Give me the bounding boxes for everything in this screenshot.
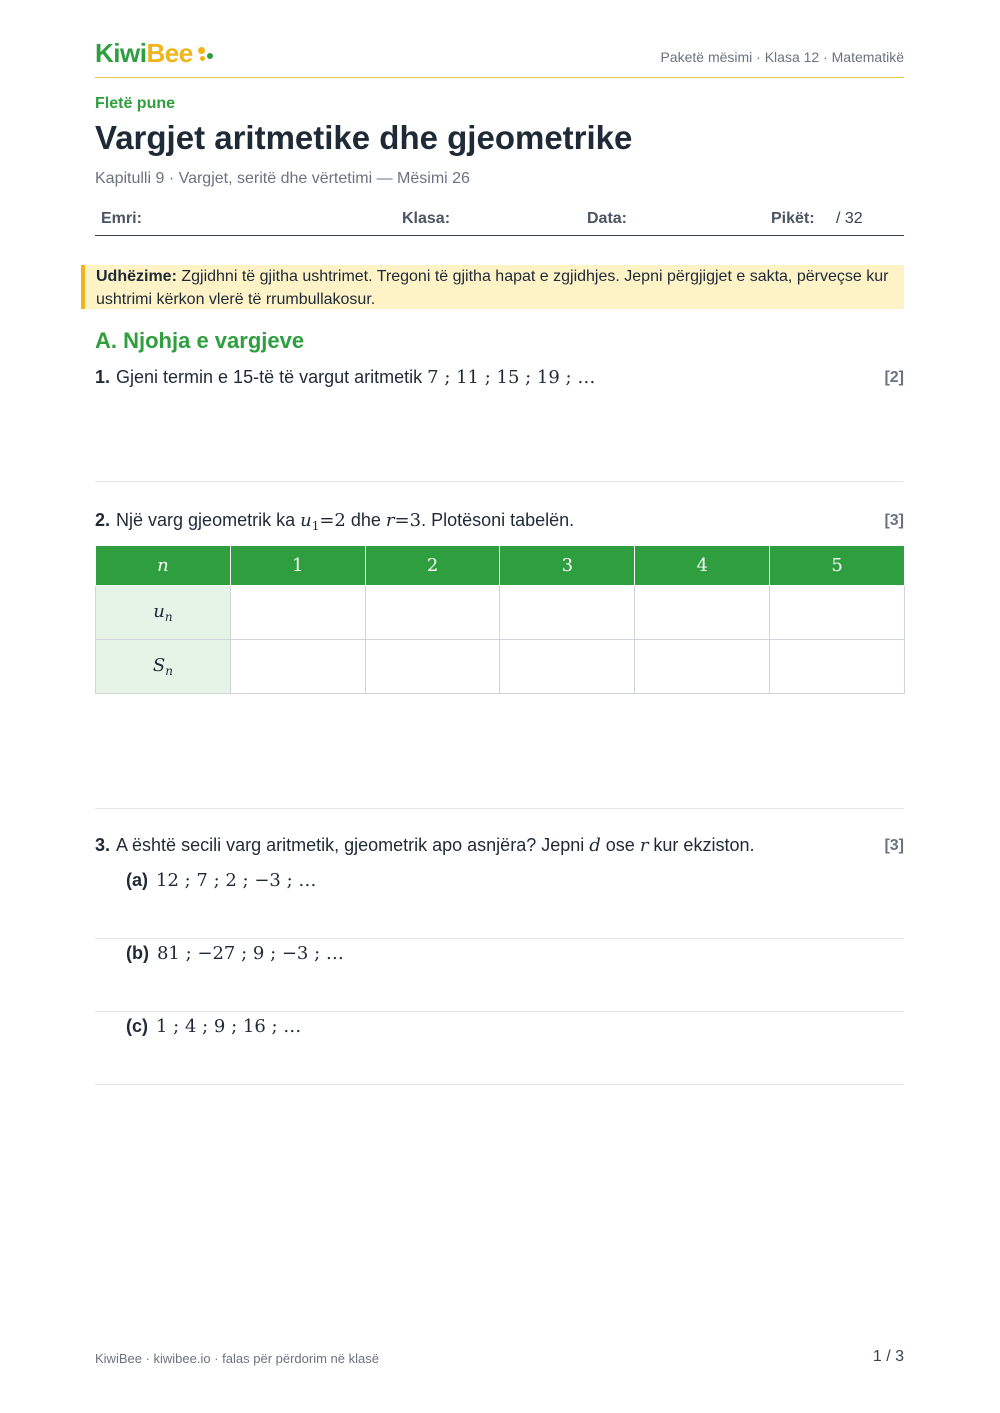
question-2-number: 2. bbox=[95, 510, 111, 530]
question-3a-sequence: 12 ; 7 ; 2 ; −3 ; … bbox=[156, 870, 317, 891]
question-3b-sequence: 81 ; −27 ; 9 ; −3 ; … bbox=[156, 943, 344, 964]
question-3 bbox=[95, 835, 754, 856]
table-header-cell: 3 bbox=[500, 546, 635, 586]
class-field-label: Klasa: bbox=[402, 210, 451, 227]
answer-cell[interactable] bbox=[770, 640, 905, 694]
r-value: =3 bbox=[394, 510, 422, 531]
question-3a-label: (a) bbox=[126, 870, 148, 890]
question-1-marks: [2] bbox=[884, 369, 904, 386]
question-1-number: 1. bbox=[95, 367, 111, 387]
question-3-marks: [3] bbox=[884, 837, 904, 854]
logo-bee-text: Bee bbox=[146, 38, 193, 68]
answer-cell[interactable] bbox=[365, 586, 500, 640]
question-3c bbox=[126, 1016, 301, 1037]
footer-credit: KiwiBee · kiwibee.io · falas për përdorim në klasë bbox=[95, 1351, 379, 1366]
question-2-marks: [3] bbox=[884, 512, 904, 529]
question-3-number: 3. bbox=[95, 835, 111, 855]
page-number: 1 / 3 bbox=[872, 1348, 904, 1365]
logo-kiwi-text: Kiwi bbox=[95, 38, 147, 68]
r-variable: r bbox=[385, 510, 395, 531]
question-1-sequence: 7 ; 11 ; 15 ; 19 ; … bbox=[427, 367, 596, 388]
answer-divider bbox=[95, 808, 904, 809]
answer-divider bbox=[95, 938, 904, 939]
worksheet-kicker: Fletë pune bbox=[95, 95, 176, 112]
question-3-text-a: A është secili varg aritmetik, gjeometrik apo asnjëra? Jepni bbox=[116, 835, 590, 855]
answer-cell[interactable] bbox=[230, 640, 365, 694]
table-header-cell: 1 bbox=[230, 546, 365, 586]
answer-divider bbox=[95, 1084, 904, 1085]
answer-cell[interactable] bbox=[500, 586, 635, 640]
question-2-text-a: Një varg gjeometrik ka bbox=[116, 510, 301, 530]
u-value: =2 bbox=[319, 510, 346, 531]
question-3c-label: (c) bbox=[126, 1016, 148, 1036]
answer-cell[interactable] bbox=[635, 586, 770, 640]
question-3b-label: (b) bbox=[126, 943, 149, 963]
points-total: / 32 bbox=[836, 210, 863, 227]
table-header-cell: 4 bbox=[635, 546, 770, 586]
answer-cell[interactable] bbox=[365, 640, 500, 694]
answer-divider bbox=[95, 481, 904, 482]
sequence-table bbox=[95, 545, 905, 694]
instructions-box bbox=[81, 265, 904, 309]
table-row-head-sn: $S_n$ bbox=[96, 640, 231, 694]
section-a-heading: A. Njohja e vargjeve bbox=[95, 328, 305, 353]
page-header bbox=[95, 38, 904, 78]
question-2 bbox=[95, 510, 574, 533]
answer-cell[interactable] bbox=[635, 640, 770, 694]
student-fields bbox=[95, 200, 904, 236]
header-meta: Paketë mësimi · Klasa 12 · Matematikë bbox=[660, 49, 904, 65]
question-3a bbox=[126, 870, 316, 891]
date-field-label: Data: bbox=[587, 210, 628, 227]
question-3b bbox=[126, 943, 344, 964]
table-row bbox=[96, 640, 905, 694]
table-header-cell: 5 bbox=[770, 546, 905, 586]
question-3-text-b: ose bbox=[600, 835, 640, 855]
d-variable: d bbox=[589, 835, 601, 856]
instructions-text: Zgjidhni të gjitha ushtrimet. Tregoni të gjitha hapat e zgjidhjes. Jepni përgjigjet e sakta, përveçse kur ushtrimi kërkon vlerë të rrumbullakosur. bbox=[96, 268, 889, 308]
answer-cell[interactable] bbox=[770, 586, 905, 640]
table-header-row bbox=[96, 546, 905, 586]
question-3-text-c: kur ekziston. bbox=[648, 835, 755, 855]
logo-dots-icon bbox=[196, 44, 216, 64]
table-row-head-un: $u_n$ bbox=[96, 586, 231, 640]
instructions-label: Udhëzime: bbox=[96, 268, 177, 285]
question-3c-sequence: 1 ; 4 ; 9 ; 16 ; … bbox=[156, 1016, 302, 1037]
page-title: Vargjet aritmetike dhe gjeometrike bbox=[95, 119, 633, 156]
question-1 bbox=[95, 367, 595, 388]
u-variable: u bbox=[300, 510, 312, 531]
points-field-label: Pikët: bbox=[771, 210, 815, 227]
kiwibee-logo bbox=[95, 38, 216, 69]
question-1-text: Gjeni termin e 15-të të vargut aritmetik bbox=[116, 367, 428, 387]
table-header-n: n bbox=[96, 546, 231, 586]
table-row bbox=[96, 586, 905, 640]
question-2-text-b: dhe bbox=[345, 510, 386, 530]
r-variable: r bbox=[639, 835, 649, 856]
u-subscript: 1 bbox=[311, 519, 320, 533]
page-subtitle: Kapitulli 9 · Vargjet, seritë dhe vërtetimi — Mësimi 26 bbox=[95, 170, 470, 187]
answer-cell[interactable] bbox=[500, 640, 635, 694]
answer-cell[interactable] bbox=[230, 586, 365, 640]
question-2-text-c: . Plotësoni tabelën. bbox=[421, 510, 575, 530]
table-header-cell: 2 bbox=[365, 546, 500, 586]
name-field-label: Emri: bbox=[101, 210, 142, 227]
answer-divider bbox=[95, 1011, 904, 1012]
